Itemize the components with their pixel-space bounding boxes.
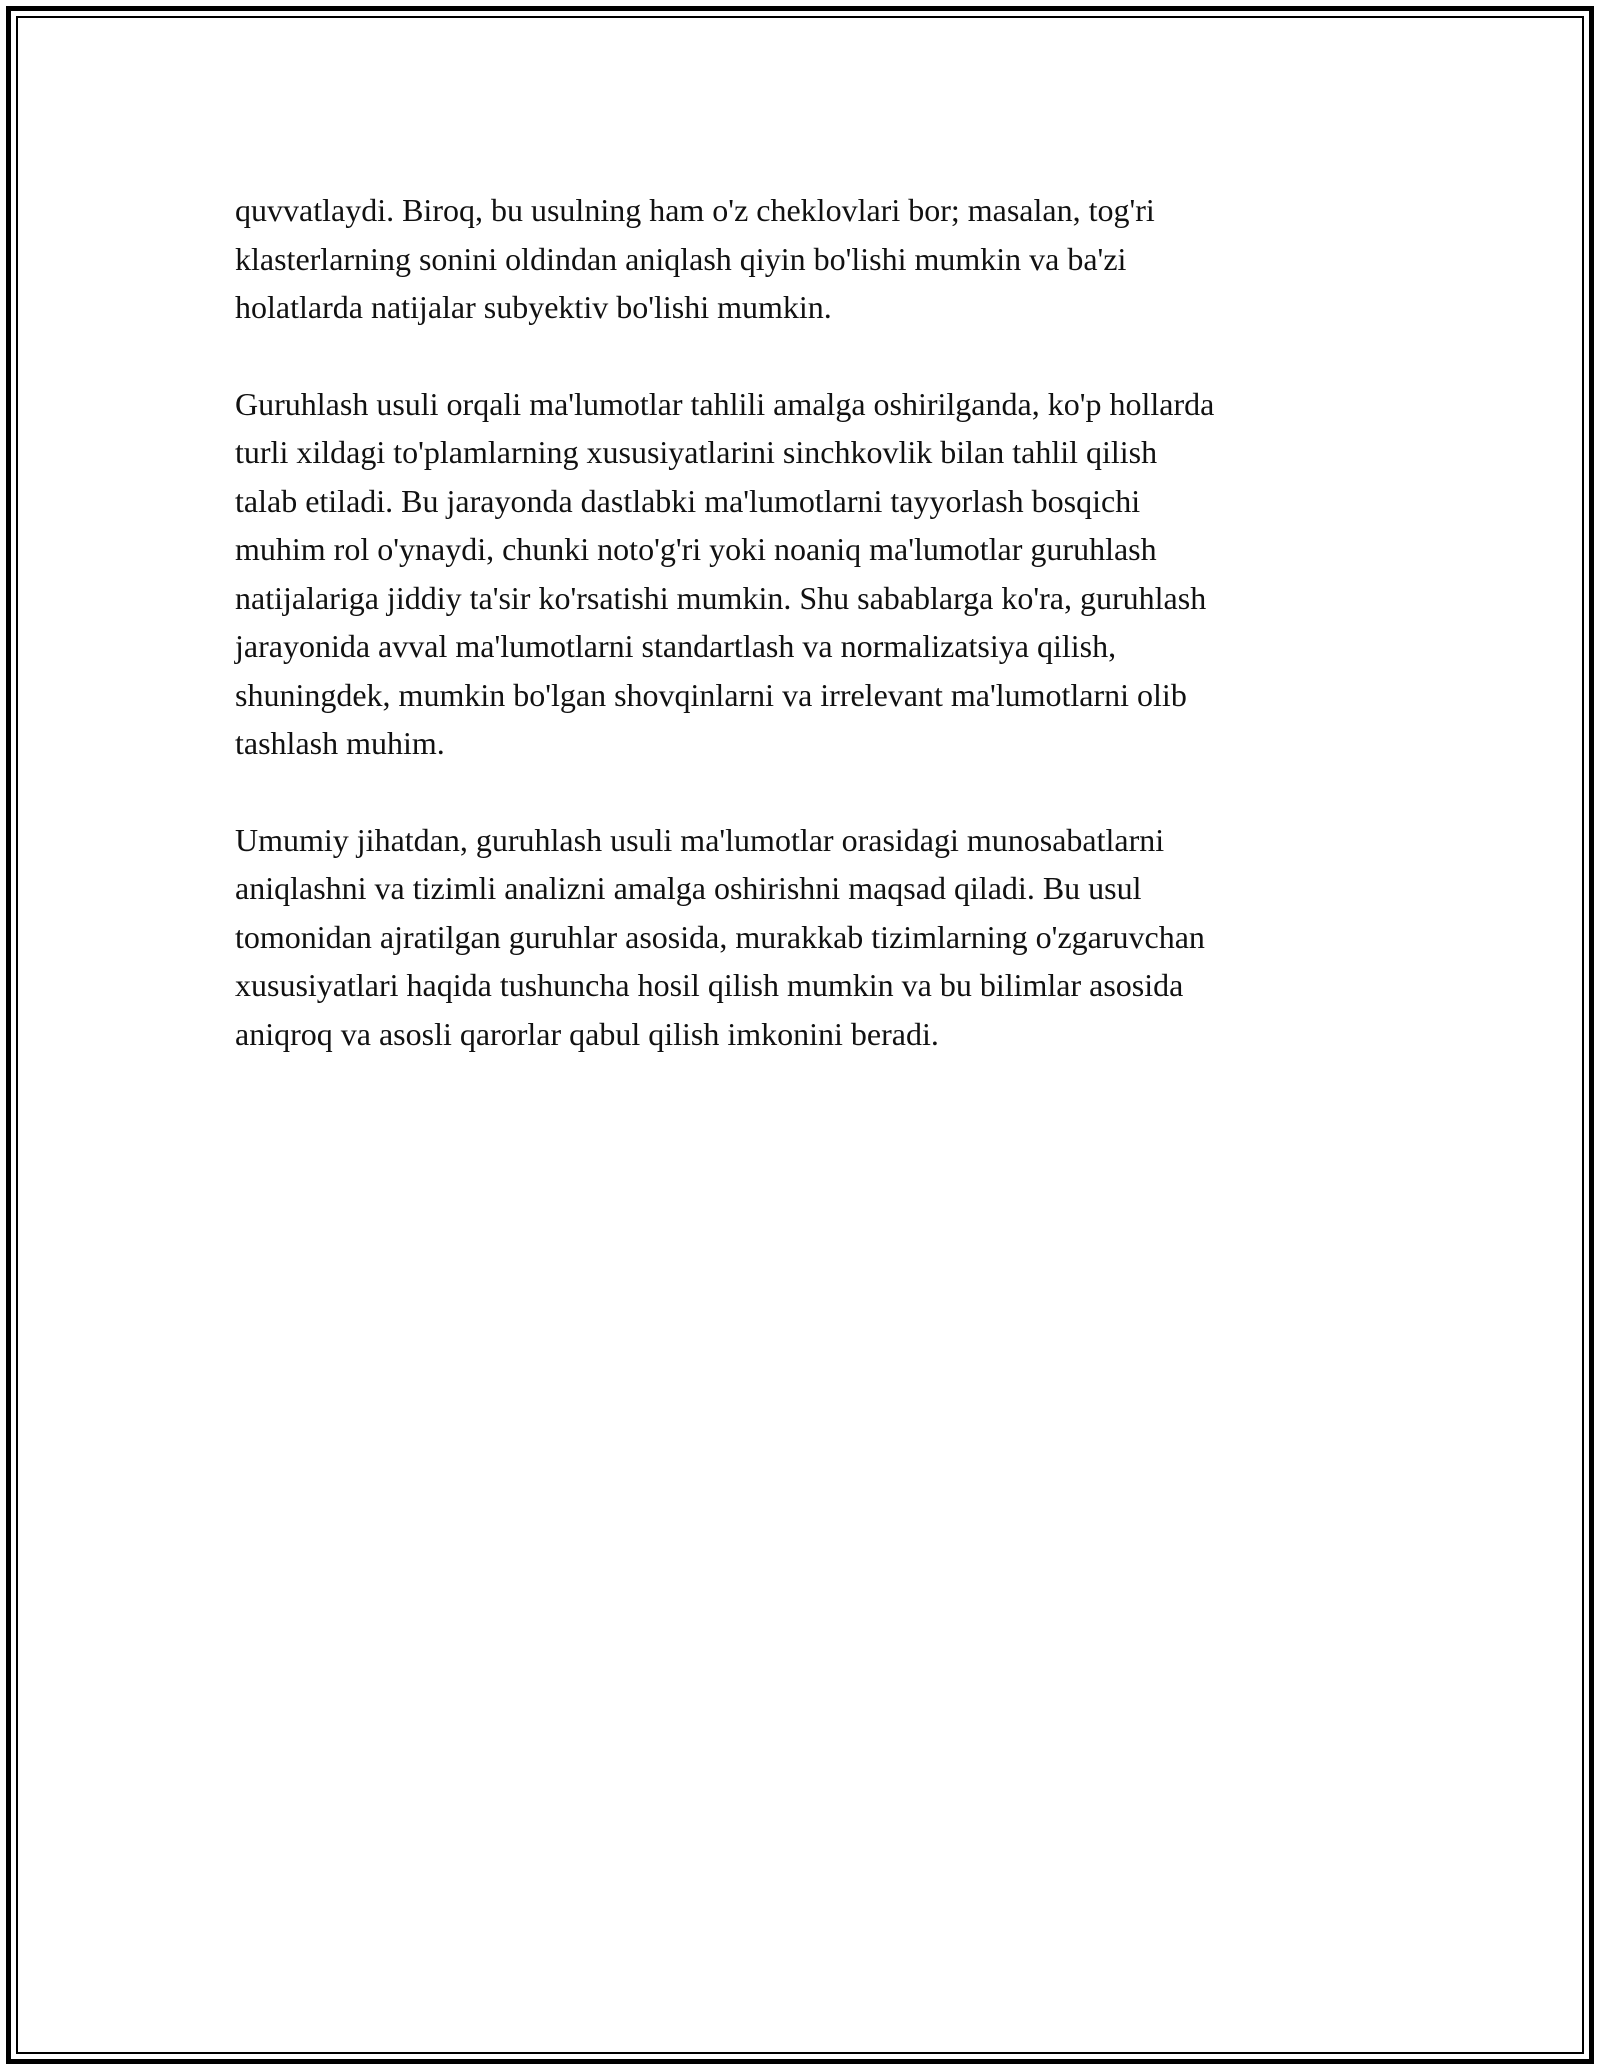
paragraph-2: Guruhlash usuli orqali ma'lumotlar tahlili amalga oshirilganda, ko'p hollarda turli xildagi to'plamlarning xususiyatlarini sinchkovlik bilan tahlil qilish talab etiladi. Bu jarayonda dastlabki ma'lumotlarni tayyorlash bosqichi muhim rol o'ynaydi, chunki noto'g'ri yoki noaniq ma'lumotlar guruhlash natijalariga jiddiy ta'sir ko'rsatishi mumkin. Shu sabablarga ko'ra, guruhlash jarayonida avval ma'lumotlarni standartlash va normalizatsiya qilish, shuningdek, mumkin bo'lgan shovqinlarni va irrelevant ma'lumotlarni olib tashlash muhim. (235, 385, 1215, 761)
paragraph-1: quvvatlaydi. Biroq, bu usulning ham o'z cheklovlari bor; masalan, tog'ri klasterlarning sonini oldindan aniqlash qiyin bo'lishi mumkin va ba'zi holatlarda natijalar subyektiv bo'lishi mumkin. (235, 192, 1155, 325)
paragraph-3: Umumiy jihatdan, guruhlash usuli ma'lumotlar orasidagi munosabatlarni aniqlashni va tizimli analizni amalga oshirishni maqsad qiladi. Bu usul tomonidan ajratilgan guruhlar asosida, murakkab tizimlarning o'zgaruvchan xususiyatlari haqida tushuncha hosil qilish mumkin va bu bilimlar asosida aniqroq va asosli qarorlar qabul qilish imkonini beradi. (235, 821, 1205, 1052)
document-body (235, 186, 1375, 1106)
